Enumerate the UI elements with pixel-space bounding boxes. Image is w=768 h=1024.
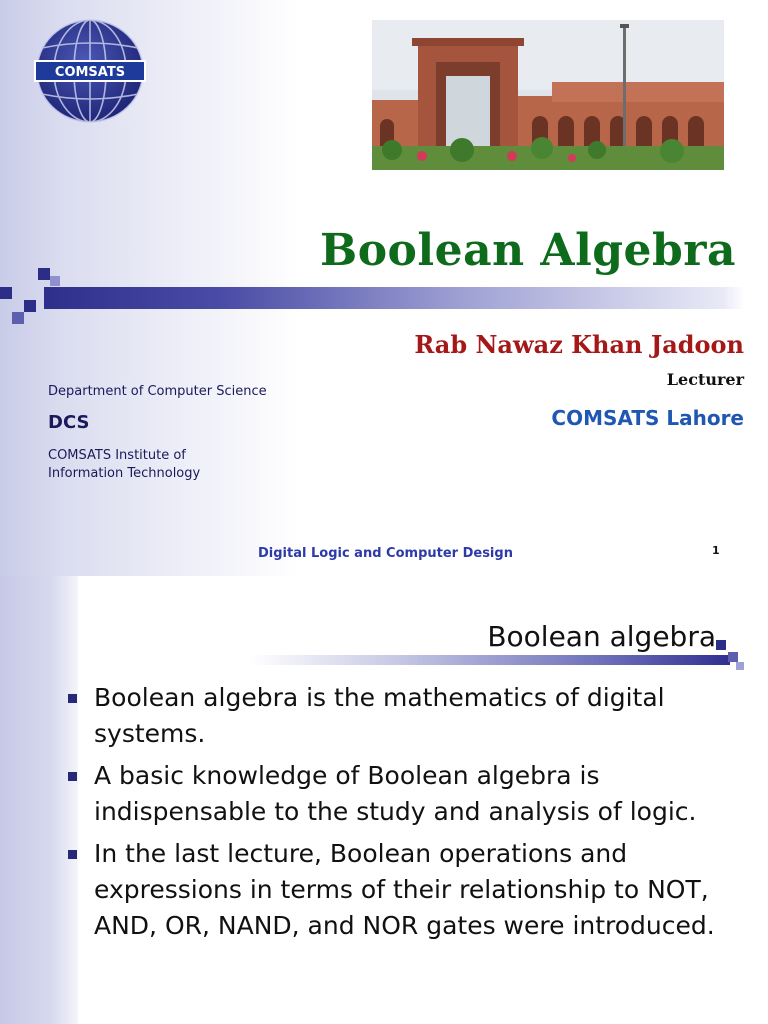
decor-square — [24, 300, 36, 312]
campus-name: COMSATS Lahore — [551, 406, 744, 430]
slide-title: Boolean Algebra — [320, 225, 736, 276]
decor-square — [728, 652, 738, 662]
slide-title: Boolean algebra — [487, 620, 716, 653]
institute — [48, 447, 200, 483]
title-rule — [44, 287, 744, 309]
course-footer: Digital Logic and Computer Design — [258, 546, 513, 561]
author-role: Lecturer — [666, 370, 744, 389]
institute-line-1: COMSATS Institute of — [48, 448, 186, 463]
decor-square — [0, 287, 12, 299]
bullet-text: In the last lecture, Boolean operations and expressions in terms of their relationship to NOT, AND, OR, NAND, and NOR gates were introduced. — [94, 839, 715, 940]
institute-line-2: Information Technology — [48, 466, 201, 481]
decor-square — [50, 276, 60, 286]
list-item — [66, 680, 726, 752]
author-name: Rab Nawaz Khan Jadoon — [414, 330, 744, 359]
content-slide — [0, 576, 768, 1024]
list-item — [66, 758, 726, 830]
campus-photo — [372, 20, 724, 170]
decor-square — [736, 662, 744, 670]
decor-square — [12, 312, 24, 324]
dcs-label: DCS — [48, 412, 90, 433]
page-number: 1 — [712, 544, 720, 557]
comsats-globe-logo-icon — [34, 18, 146, 124]
bullet-square-icon — [68, 850, 77, 859]
list-item — [66, 836, 726, 944]
decor-square — [716, 640, 726, 650]
bullet-list — [66, 680, 726, 950]
bullet-text: A basic knowledge of Boolean algebra is indispensable to the study and analysis of logic. — [94, 761, 697, 826]
bullet-square-icon — [68, 694, 77, 703]
bullet-square-icon — [68, 772, 77, 781]
department: Department of Computer Science — [48, 384, 267, 399]
logo-text: COMSATS — [54, 65, 126, 80]
decor-square — [38, 268, 50, 280]
title-rule — [250, 655, 730, 665]
bullet-text: Boolean algebra is the mathematics of digital systems. — [94, 683, 665, 748]
